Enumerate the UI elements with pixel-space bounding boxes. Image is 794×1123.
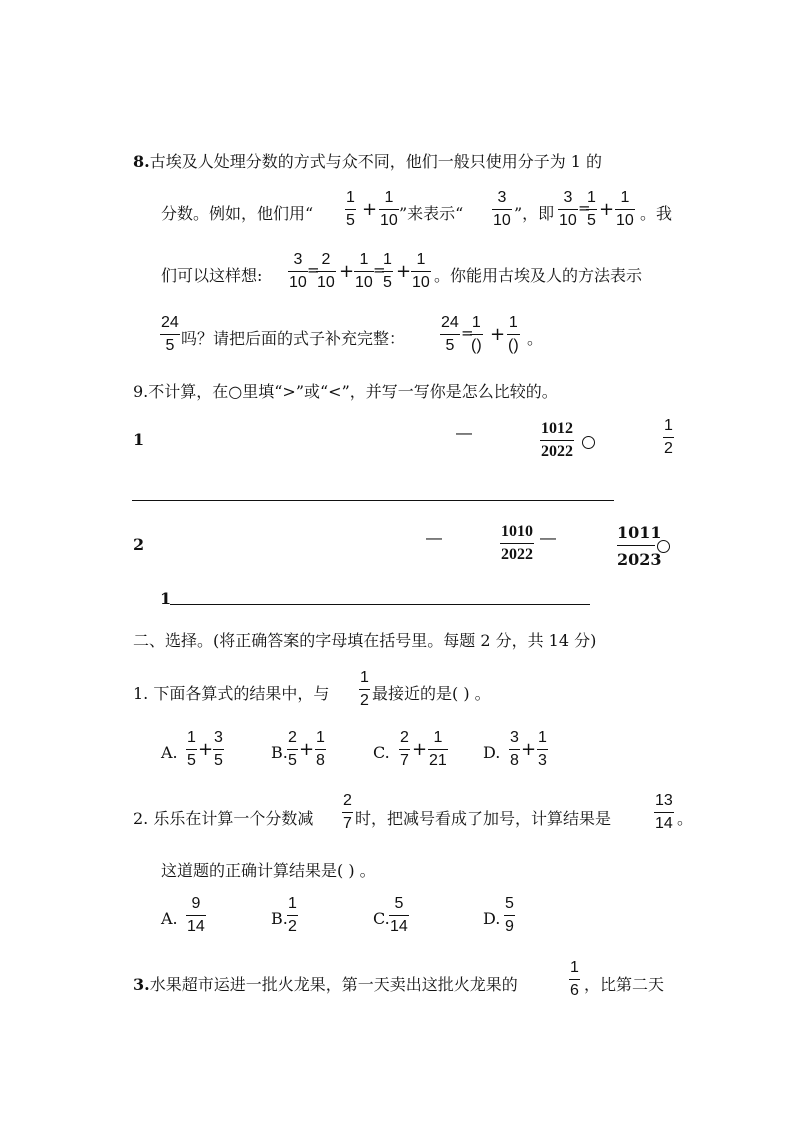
- plus-sign: +: [362, 199, 378, 220]
- q8-line2-a: 分数。例如，他们用“: [161, 204, 314, 223]
- fraction-24-5: $\frac{24}{5}$: [161, 314, 179, 354]
- fraction-1-6: $\frac{1}{6}$: [570, 959, 579, 999]
- plus-sign: +: [599, 199, 615, 220]
- plus-sign: +: [339, 261, 355, 282]
- fraction-1-5: $\frac{1}{5}$: [346, 189, 355, 229]
- q2-option-c-label[interactable]: C.: [373, 909, 390, 928]
- q8-line1: 8.古埃及人处理分数的方式与众不同，他们一般只使用分子为 1 的: [133, 152, 603, 171]
- equals-sign: =: [373, 261, 386, 279]
- q8-line2-c: ”，即: [514, 204, 555, 223]
- q8-line3-b: 。你能用古埃及人的方法表示: [434, 266, 643, 285]
- q2-option-a-fraction: $\frac{9}{14}$: [187, 895, 205, 935]
- plus-sign: +: [396, 261, 412, 282]
- q2-option-c-fraction: $\frac{5}{14}$: [390, 895, 408, 935]
- choice-q3-stem-b: ，比第二天: [584, 975, 665, 994]
- fraction-13-14: $\frac{13}{14}$: [655, 792, 673, 832]
- choice-q2-stem-c: 。: [677, 809, 694, 828]
- choice-q2-line2: 这道题的正确计算结果是( ) 。: [161, 861, 376, 880]
- compare-circle-input-2[interactable]: [657, 536, 670, 555]
- q8-number: 8.: [133, 152, 150, 171]
- fraction-3-10: $\frac{3}{10}$: [493, 189, 511, 229]
- q9-item2-label: 2: [133, 535, 145, 554]
- q1-option-a-frac2: $\frac{3}{5}$: [214, 729, 223, 769]
- q3-stem-text: 水果超市运进一批火龙果，第一天卖出这批火龙果的: [149, 975, 518, 994]
- choice-q1-stem-a: 1. 下面各算式的结果中，与: [133, 684, 330, 703]
- q9-item2-fraction-1011-numerator: 1011: [617, 523, 662, 542]
- q1-option-d-label[interactable]: D.: [483, 743, 501, 762]
- q8-line2-d: 。我: [640, 204, 673, 223]
- q2-option-d-fraction: $\frac{5}{9}$: [505, 895, 514, 935]
- q9-item2-fraction-2023-denominator: 2023: [617, 550, 662, 569]
- equals-sign: =: [578, 199, 591, 217]
- plus-sign: +: [412, 739, 428, 760]
- q9-item1-minus: —: [456, 425, 472, 442]
- fraction-1-5b: $\frac{1}{5}$: [587, 189, 596, 229]
- q1-option-a-frac1: $\frac{1}{5}$: [187, 729, 196, 769]
- fraction-3-10b: $\frac{3}{10}$: [559, 189, 577, 229]
- q8-line4-b: 。: [527, 329, 544, 348]
- fraction-1-blank-input[interactable]: 1 (): [471, 314, 482, 354]
- answer-line-2[interactable]: [170, 604, 590, 605]
- fraction-1-blank-input-2[interactable]: 1 (): [508, 314, 519, 354]
- q9-item1-fraction-1012-2022: $\frac{1012}{2022}$: [541, 420, 573, 460]
- fraction-1-10c: $\frac{1}{10}$: [355, 251, 373, 291]
- fraction-24-5b: $\frac{24}{5}$: [441, 314, 459, 354]
- fraction-3-10c: $\frac{3}{10}$: [289, 251, 307, 291]
- plus-sign: +: [490, 324, 506, 345]
- compare-circle-input[interactable]: [582, 432, 595, 451]
- choice-q1-stem-b: 最接近的是( ) 。: [372, 684, 491, 703]
- fraction-1-10d: $\frac{1}{10}$: [412, 251, 430, 291]
- q9-title: 9.不计算，在○里填“>”或“<”，并写一写你是怎么比较的。: [133, 382, 558, 401]
- q1-option-a-label[interactable]: A.: [161, 743, 178, 762]
- q1-option-b-frac2: $\frac{1}{8}$: [316, 729, 325, 769]
- equals-sign: =: [307, 261, 320, 279]
- q9-item2-minus: —: [426, 530, 442, 547]
- q2-option-d-label[interactable]: D.: [483, 909, 501, 928]
- q1-option-b-label[interactable]: B.: [271, 743, 288, 762]
- q3-number: 3.: [133, 975, 150, 994]
- fraction-2-7: $\frac{2}{7}$: [343, 792, 352, 832]
- fraction-1-10: $\frac{1}{10}$: [380, 189, 398, 229]
- q9-item2-minus: —: [540, 530, 556, 547]
- q1-option-d-frac1: $\frac{3}{8}$: [510, 729, 519, 769]
- fraction-1-2: $\frac{1}{2}$: [360, 669, 369, 709]
- q9-item1-fraction-1-2: $\frac{1}{2}$: [664, 417, 673, 457]
- section-2-title: 二、选择。(将正确答案的字母填在括号里。每题 2 分，共 14 分): [133, 631, 597, 650]
- q9-item1-label: 1: [133, 430, 145, 449]
- q1-option-d-frac2: $\frac{1}{3}$: [538, 729, 547, 769]
- q1-option-c-label[interactable]: C.: [373, 743, 390, 762]
- plus-sign: +: [299, 739, 315, 760]
- fraction-2-10: $\frac{2}{10}$: [317, 251, 335, 291]
- fraction-bar: [617, 545, 655, 546]
- fraction-1-5c: $\frac{1}{5}$: [383, 251, 392, 291]
- q2-option-a-label[interactable]: A.: [161, 909, 178, 928]
- q2-option-b-label[interactable]: B.: [271, 909, 288, 928]
- choice-q3-stem-a: [133, 972, 518, 995]
- fraction-1-10b: $\frac{1}{10}$: [616, 189, 634, 229]
- q8-line2-b: ”来表示“: [399, 204, 464, 223]
- q1-option-c-frac1: $\frac{2}{7}$: [400, 729, 409, 769]
- plus-sign: +: [198, 739, 214, 760]
- choice-q2-stem-b: 时，把减号看成了加号，计算结果是: [355, 809, 612, 828]
- choice-q2-stem-a: 2. 乐乐在计算一个分数减: [133, 809, 314, 828]
- equals-sign: =: [461, 324, 474, 342]
- plus-sign: +: [521, 739, 537, 760]
- q9-item2-fraction-1010-2022: $\frac{1010}{2022}$: [501, 523, 533, 563]
- q1-option-c-frac2: $\frac{1}{21}$: [429, 729, 447, 769]
- q8-line3-a: 们可以这样想:: [161, 266, 263, 285]
- q2-option-b-fraction: $\frac{1}{2}$: [288, 895, 297, 935]
- answer-line-1[interactable]: [132, 500, 614, 501]
- q1-option-b-frac1: $\frac{2}{5}$: [288, 729, 297, 769]
- q8-line4-a: 吗？请把后面的式子补充完整：: [181, 329, 406, 348]
- q9-item2-answer-prefix: 1: [160, 589, 172, 608]
